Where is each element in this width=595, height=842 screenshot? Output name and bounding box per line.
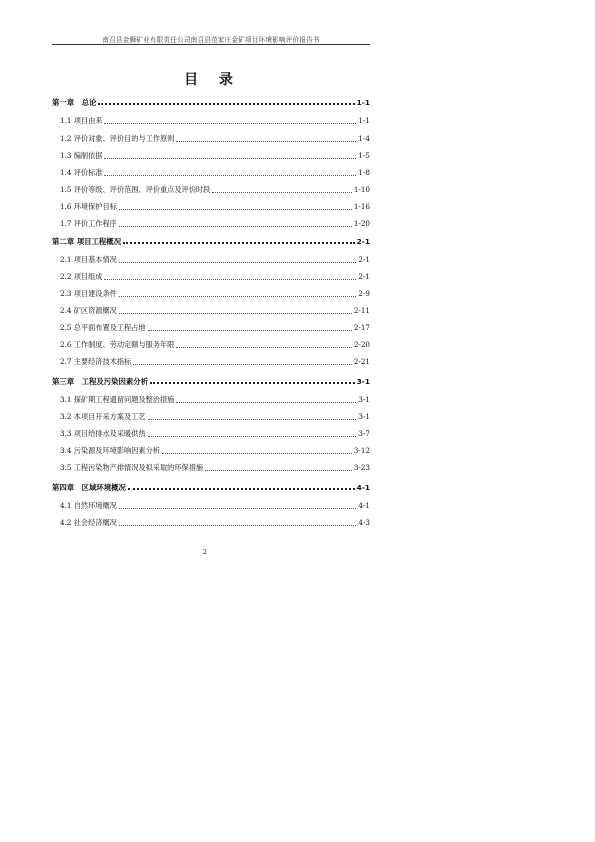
toc-entry-page: 2-1 bbox=[356, 237, 370, 246]
toc-section-row[interactable] bbox=[52, 340, 370, 350]
toc-entry-label: 1.2 评价对象、评价目的与工作原则 bbox=[60, 134, 175, 143]
toc-entry-label: 1.4 评价标准 bbox=[60, 168, 103, 177]
toc-entry-label: 1.3 编制依据 bbox=[60, 151, 103, 160]
toc-section-row[interactable] bbox=[52, 289, 370, 299]
dot-leader bbox=[104, 158, 356, 159]
toc-section-row[interactable] bbox=[52, 357, 370, 367]
toc-entry-page: 3-23 bbox=[353, 463, 370, 472]
page-number: 2 bbox=[202, 548, 208, 556]
toc-entry-label: 2.2 项目组成 bbox=[60, 272, 103, 281]
toc-section-row[interactable] bbox=[52, 272, 370, 282]
toc-section-row[interactable] bbox=[52, 412, 370, 422]
dot-leader bbox=[128, 488, 355, 490]
toc-entry-label: 2.5 总平面布置及工程占地 bbox=[60, 323, 146, 332]
toc-section-row[interactable] bbox=[52, 116, 370, 126]
dot-leader bbox=[119, 508, 357, 509]
dot-leader bbox=[104, 175, 356, 176]
toc-section-row[interactable] bbox=[52, 501, 370, 511]
toc-section-row[interactable] bbox=[52, 306, 370, 316]
toc-entry-label: 第四章 区域环境概况 bbox=[52, 483, 126, 492]
toc-entry-page: 2-17 bbox=[353, 323, 370, 332]
dot-leader bbox=[212, 192, 352, 193]
toc-entry-page: 2-1 bbox=[358, 272, 370, 281]
dot-leader bbox=[176, 141, 356, 142]
toc-entry-page: 1-10 bbox=[353, 185, 370, 194]
toc-entry-label: 2.3 项目建设条件 bbox=[60, 289, 117, 298]
dot-leader bbox=[119, 525, 357, 526]
dot-leader bbox=[148, 419, 357, 420]
toc-entry-page: 1-5 bbox=[358, 151, 370, 160]
running-header: 南召县金狮矿业有限责任公司南召县范家庄金矿项目环境影响评价报告书 bbox=[102, 36, 320, 44]
toc-entry-page: 3-1 bbox=[356, 377, 370, 386]
dot-leader bbox=[148, 436, 357, 437]
toc-entry-page: 4-1 bbox=[356, 483, 370, 492]
dot-leader bbox=[104, 279, 356, 280]
dot-leader bbox=[123, 242, 355, 244]
toc-section-row[interactable] bbox=[52, 463, 370, 473]
toc-section-row[interactable] bbox=[52, 518, 370, 528]
toc-entry-page: 2-21 bbox=[353, 357, 370, 366]
dot-leader bbox=[119, 209, 352, 210]
toc-entry-label: 2.4 矿区资源概况 bbox=[60, 306, 117, 315]
toc-entry-label: 2.6 工作制度、劳动定额与服务年限 bbox=[60, 340, 175, 349]
toc-chapter-row[interactable] bbox=[52, 236, 370, 247]
toc-chapter-row[interactable] bbox=[52, 376, 370, 387]
toc-entry-label: 1.1 项目由来 bbox=[60, 116, 103, 125]
toc-entry-label: 1.6 环境保护目标 bbox=[60, 202, 117, 211]
toc-section-row[interactable] bbox=[52, 323, 370, 333]
toc-entry-page: 3-1 bbox=[358, 412, 370, 421]
toc-entry-label: 3.5 工程污染物产排情况及拟采取的环保措施 bbox=[60, 463, 204, 472]
toc-section-row[interactable] bbox=[52, 185, 370, 195]
toc-entry-label: 4.2 社会经济概况 bbox=[60, 518, 117, 527]
toc-section-row[interactable] bbox=[52, 151, 370, 161]
toc-entry-page: 4-3 bbox=[358, 518, 370, 527]
dot-leader bbox=[98, 103, 354, 105]
toc-entry-label: 2.7 主要经济技术指标 bbox=[60, 357, 132, 366]
toc-entry-page: 1-4 bbox=[358, 134, 370, 143]
toc-section-row[interactable] bbox=[52, 395, 370, 405]
toc-entry-label: 1.5 评价等级、评价范围、评价重点及评价时段 bbox=[60, 185, 211, 194]
toc-entry-label: 4.1 自然环境概况 bbox=[60, 501, 117, 510]
toc-entry-page: 1-20 bbox=[353, 219, 370, 228]
toc-entry-label: 3.4 污染源及环境影响因素分析 bbox=[60, 446, 160, 455]
toc-section-row[interactable] bbox=[52, 168, 370, 178]
toc-entry-label: 2.1 项目基本情况 bbox=[60, 255, 117, 264]
toc-section-row[interactable] bbox=[52, 446, 370, 456]
dot-leader bbox=[119, 226, 352, 227]
toc-entry-page: 2-20 bbox=[353, 340, 370, 349]
dot-leader bbox=[119, 262, 357, 263]
dot-leader bbox=[133, 364, 352, 365]
toc-entry-page: 2-9 bbox=[358, 289, 370, 298]
toc-section-row[interactable] bbox=[52, 134, 370, 144]
toc-entry-page: 2-11 bbox=[353, 306, 370, 315]
toc-section-row[interactable] bbox=[52, 219, 370, 229]
toc-section-row[interactable] bbox=[52, 255, 370, 265]
toc-entry-page: 2-1 bbox=[358, 255, 370, 264]
toc-entry-page: 3-7 bbox=[358, 429, 370, 438]
dot-leader bbox=[150, 382, 355, 384]
dot-leader bbox=[119, 296, 357, 297]
toc-entry-label: 第三章 工程及污染因素分析 bbox=[52, 377, 149, 386]
toc-entry-label: 1.7 评价工作程序 bbox=[60, 219, 117, 228]
toc-entry-page: 1-8 bbox=[358, 168, 370, 177]
toc-entry-page: 1-1 bbox=[356, 98, 370, 107]
page-title: 目 录 bbox=[184, 72, 241, 88]
toc-entry-label: 3.1 探矿期工程遗留问题及整治措施 bbox=[60, 395, 175, 404]
toc-entry-page: 1-16 bbox=[353, 202, 370, 211]
toc-entry-label: 3.3 项目给排水及采暖供热 bbox=[60, 429, 146, 438]
toc-entry-label: 第一章 总论 bbox=[52, 98, 97, 107]
toc-entry-label: 第二章 项目工程概况 bbox=[52, 237, 122, 246]
toc-entry-page: 3-12 bbox=[353, 446, 370, 455]
header-rule bbox=[52, 44, 370, 45]
toc-chapter-row[interactable] bbox=[52, 97, 370, 108]
toc-entry-page: 3-1 bbox=[358, 395, 370, 404]
dot-leader bbox=[176, 402, 356, 403]
toc-section-row[interactable] bbox=[52, 202, 370, 212]
toc-entry-page: 4-1 bbox=[358, 501, 370, 510]
toc-entry-label: 3.2 本项目开采方案及工艺 bbox=[60, 412, 146, 421]
dot-leader bbox=[148, 330, 352, 331]
dot-leader bbox=[119, 313, 352, 314]
toc-chapter-row[interactable] bbox=[52, 482, 370, 493]
dot-leader bbox=[176, 347, 352, 348]
toc-section-row[interactable] bbox=[52, 429, 370, 439]
toc-entry-page: 1-1 bbox=[358, 116, 370, 125]
dot-leader bbox=[162, 453, 352, 454]
dot-leader bbox=[205, 470, 352, 471]
dot-leader bbox=[104, 123, 356, 124]
